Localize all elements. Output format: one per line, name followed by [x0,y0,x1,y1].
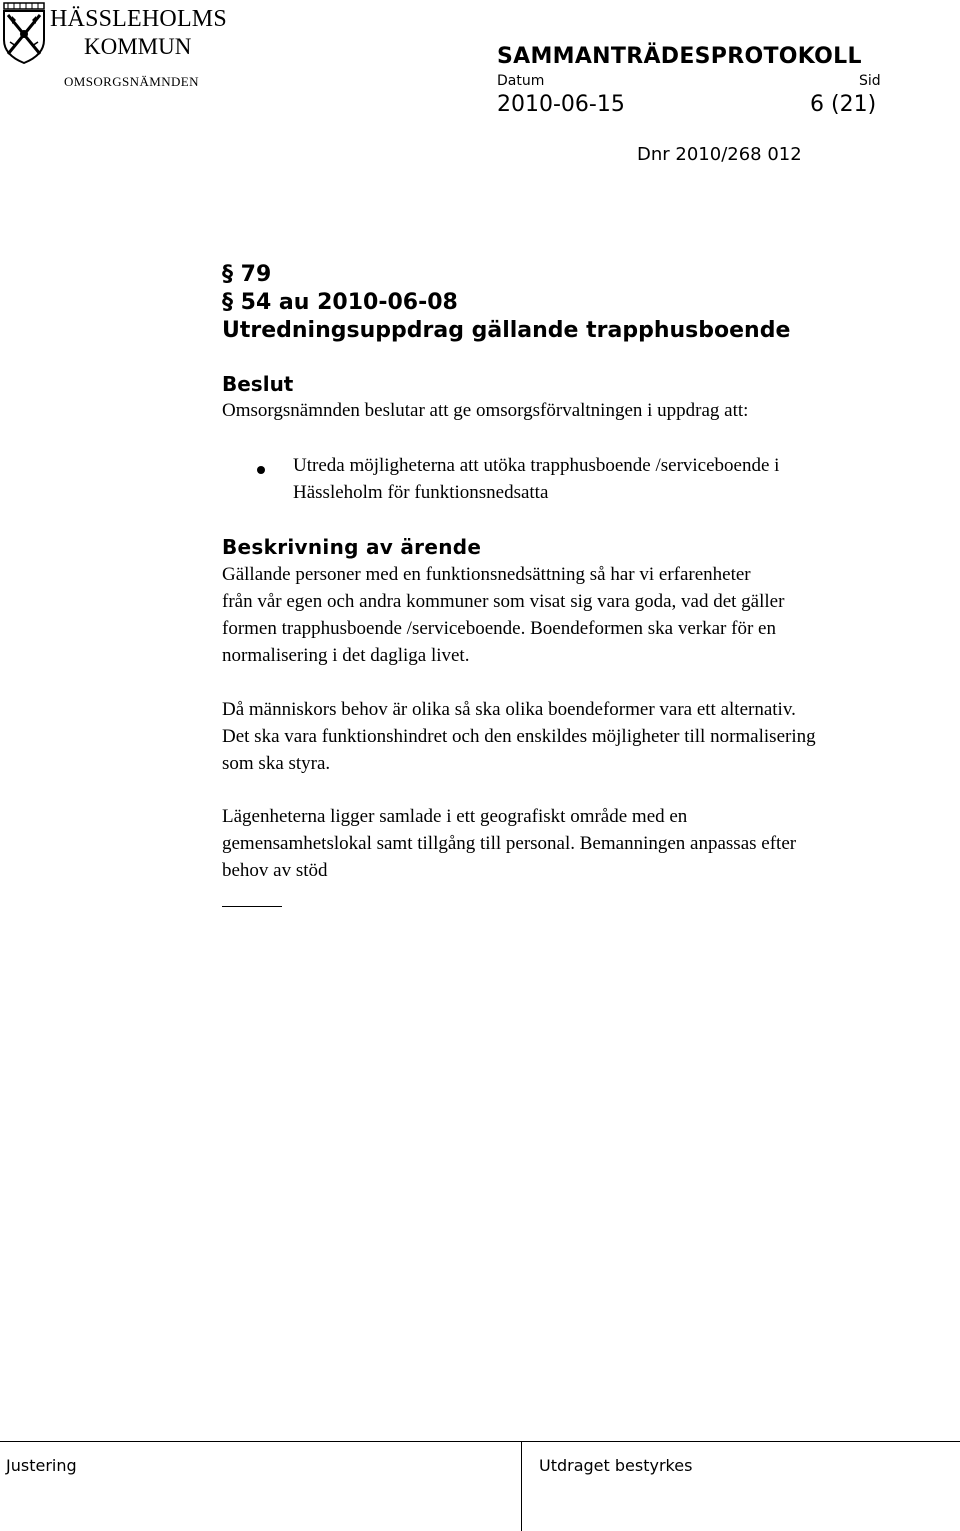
footer-divider [0,1441,960,1442]
decision-bullet-line: Utreda möjligheterna att utöka trapphusboende /serviceboende i [293,455,780,476]
end-rule [222,906,282,907]
document-title: SAMMANTRÄDESPROTOKOLL [497,44,862,69]
org-name-line1: HÄSSLEHOLMS [50,6,227,32]
decision-bullet-line: Hässleholm för funktionsnedsatta [293,482,549,503]
footer-column-divider [521,1442,522,1531]
date-value: 2010-06-15 [497,92,625,117]
description-heading: Beskrivning av ärende [222,535,482,559]
paragraph-line: gemensamhetslokal samt tillgång till personal. Bemanningen anpassas efter [222,833,797,854]
decision-heading: Beslut [222,372,294,396]
org-name-line2: KOMMUN [84,34,192,59]
section-number: § 79 [222,262,272,287]
page-label: Sid [859,73,881,89]
paragraph-line: Det ska vara funktionshindret och den enskildes möjligheter till normalisering [222,726,816,747]
utdraget-label: Utdraget bestyrkes [539,1456,693,1475]
section-reference: § 54 au 2010-06-08 [222,290,458,315]
date-label: Datum [497,73,545,89]
paragraph-line: Lägenheterna ligger samlade i ett geografiskt område med en [222,806,688,827]
paragraph-line: formen trapphusboende /serviceboende. Boendeformen ska verkar för en [222,618,776,639]
coat-of-arms-icon [2,2,46,64]
paragraph-line: Gällande personer med en funktionsnedsättning så har vi erfarenheter [222,564,751,585]
page-value: 6 (21) [810,92,877,117]
justering-label: Justering [6,1456,77,1475]
paragraph-line: som ska styra. [222,753,331,774]
bullet-icon [257,466,265,474]
paragraph-line: Då människors behov är olika så ska olika boendeformer vara ett alternativ. [222,699,796,720]
paragraph-line: normalisering i det dagliga livet. [222,645,470,666]
paragraph-line: behov av stöd [222,860,328,881]
diary-number: Dnr 2010/268 012 [637,144,802,165]
case-title: Utredningsuppdrag gällande trapphusboende [222,318,791,343]
board-name: OMSORGSNÄMNDEN [64,74,199,89]
decision-intro: Omsorgsnämnden beslutar att ge omsorgsförvaltningen i uppdrag att: [222,400,749,421]
paragraph-line: från vår egen och andra kommuner som visat sig vara goda, vad det gäller [222,591,785,612]
